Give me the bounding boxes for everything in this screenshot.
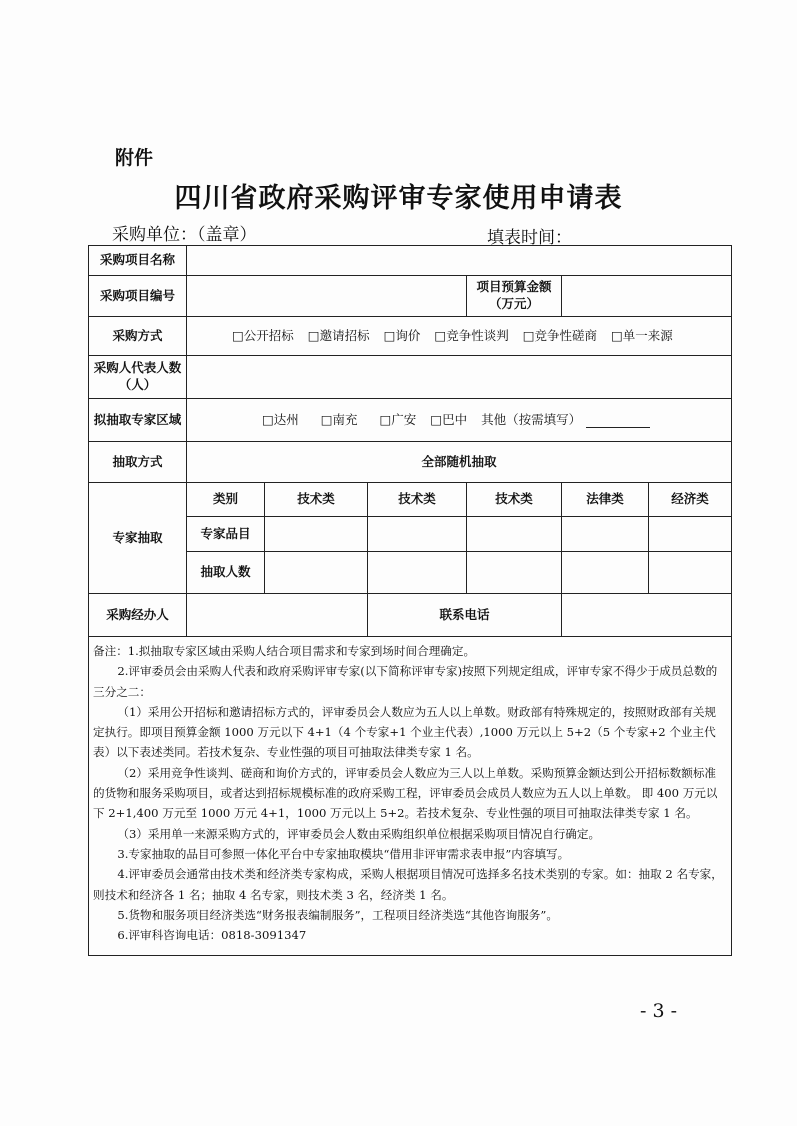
expert-item-field[interactable] xyxy=(265,517,368,552)
notes-section xyxy=(89,637,732,956)
phone-label: 联系电话 xyxy=(368,594,562,637)
expert-item-field[interactable] xyxy=(467,517,562,552)
attachment-label: 附件 xyxy=(115,147,154,169)
category-header: 技术类 xyxy=(265,483,368,517)
rep-count-field[interactable] xyxy=(187,356,732,399)
region-other-label: 其他（按需填写） xyxy=(481,411,582,427)
draw-method-label: 抽取方式 xyxy=(89,442,187,483)
category-header: 经济类 xyxy=(649,483,732,517)
rep-count-label: 采购人代表人数（人） xyxy=(89,356,187,399)
expert-item-label: 专家品目 xyxy=(187,517,265,552)
method-open-tender-checkbox[interactable]: □公开招标 xyxy=(232,327,294,343)
note: 5.货物和服务项目经济类选“财务报表编制服务”，工程项目经济类选“其他咨询服务”。 xyxy=(117,907,558,922)
purchasing-unit-label: 采购单位：（盖章） xyxy=(112,225,257,245)
draw-count-field[interactable] xyxy=(562,552,649,594)
page-title: 四川省政府采购评审专家使用申请表 xyxy=(174,183,623,214)
region-bazhong-checkbox[interactable]: □巴中 xyxy=(430,411,468,427)
handler-label: 采购经办人 xyxy=(89,594,187,637)
note: 备注：1.拟抽取专家区域由采购人结合项目需求和专家到场时间合理确定。 xyxy=(93,644,476,658)
expert-item-field[interactable] xyxy=(368,517,467,552)
phone-field[interactable] xyxy=(562,594,732,637)
note: 4.评审委员会通常由技术类和经济类专家构成，采购人根据项目情况可选择多名技术类别的专家。如：抽取 2 名专家，则技术和经济各 1 名；抽取 4 名专家，则技术类 3 名，经济类 1 名。 xyxy=(93,867,723,902)
category-header: 技术类 xyxy=(368,483,467,517)
method-negotiation-checkbox[interactable]: □竞争性谈判 xyxy=(434,327,509,343)
project-name-field[interactable] xyxy=(187,246,732,276)
region-nanchong-checkbox[interactable]: □南充 xyxy=(320,411,358,427)
budget-field[interactable] xyxy=(562,276,732,317)
draw-count-field[interactable] xyxy=(368,552,467,594)
handler-field[interactable] xyxy=(187,594,368,637)
region-guangan-checkbox[interactable]: □广安 xyxy=(379,411,417,427)
category-header: 法律类 xyxy=(562,483,649,517)
method-invited-tender-checkbox[interactable]: □邀请招标 xyxy=(307,327,370,343)
region-options xyxy=(187,399,732,442)
page-number: - 3 - xyxy=(640,1000,678,1022)
project-number-field[interactable] xyxy=(187,276,467,317)
method-label: 采购方式 xyxy=(89,317,187,356)
method-single-source-checkbox[interactable]: □单一来源 xyxy=(610,327,673,343)
category-label: 类别 xyxy=(187,483,265,517)
draw-count-label: 抽取人数 xyxy=(187,552,265,594)
note: 3.专家抽取的品目可参照一体化平台中专家抽取模块“借用非评审需求表申报”内容填写。 xyxy=(117,846,570,861)
note: （2）采用竞争性谈判、磋商和询价方式的，评审委员会人数应为三人以上单数。采购预算金额达到公开招标数额标准的货物和服务采购项目，或者达到招标规模标准的政府采购工程，评审委员会成员人数应为五人以上单数。 即 400 万元以下 2+1,400 万元至 1000 万元 4+1，1000 万元以上 5+2。若技术复杂、专业性强的项目可抽取法律类专家 1 名。 xyxy=(93,765,718,821)
draw-method-value: 全部随机抽取 xyxy=(187,442,732,483)
note: 2.评审委员会由采购人代表和政府采购评审专家(以下简称评审专家)按照下列规定组成，评审专家不得少于成员总数的三分之二： xyxy=(93,664,718,699)
note: （3）采用单一来源采购方式的，评审委员会人数由采购组织单位根据采购项目情况自行确定。 xyxy=(117,826,601,841)
draw-count-field[interactable] xyxy=(649,552,732,594)
budget-label: 项目预算金额（万元） xyxy=(467,276,562,317)
region-label: 拟抽取专家区域 xyxy=(89,399,187,442)
region-other-field[interactable] xyxy=(586,415,650,428)
method-consultation-checkbox[interactable]: □竞争性磋商 xyxy=(522,327,597,343)
application-form xyxy=(88,245,732,956)
region-dazhou-checkbox[interactable]: □达州 xyxy=(262,411,299,427)
expert-item-field[interactable] xyxy=(649,517,732,552)
project-name-label: 采购项目名称 xyxy=(89,246,187,276)
category-header: 技术类 xyxy=(467,483,562,517)
draw-count-field[interactable] xyxy=(265,552,368,594)
method-inquiry-checkbox[interactable]: □询价 xyxy=(383,327,421,343)
note: （1）采用公开招标和邀请招标方式的，评审委员会人数应为五人以上单数。财政部有特殊规定的，按照财政部有关规定执行。即项目预算金额 1000 万元以下 4+1（4 个专家+1 个业主代表）,1000 万元以上 5+2（5 个专家+2 个业主代表）以下表述类同。若技术复杂、专业性强的项目可抽取法律类专家 1 名。 xyxy=(93,704,717,760)
draw-count-field[interactable] xyxy=(467,552,562,594)
expert-item-field[interactable] xyxy=(562,517,649,552)
method-options xyxy=(187,317,732,356)
note: 6.评审科咨询电话：0818-3091347 xyxy=(117,928,307,943)
expert-label: 专家抽取 xyxy=(89,483,187,594)
fill-time-label: 填表时间： xyxy=(487,228,572,248)
project-number-label: 采购项目编号 xyxy=(89,276,187,317)
